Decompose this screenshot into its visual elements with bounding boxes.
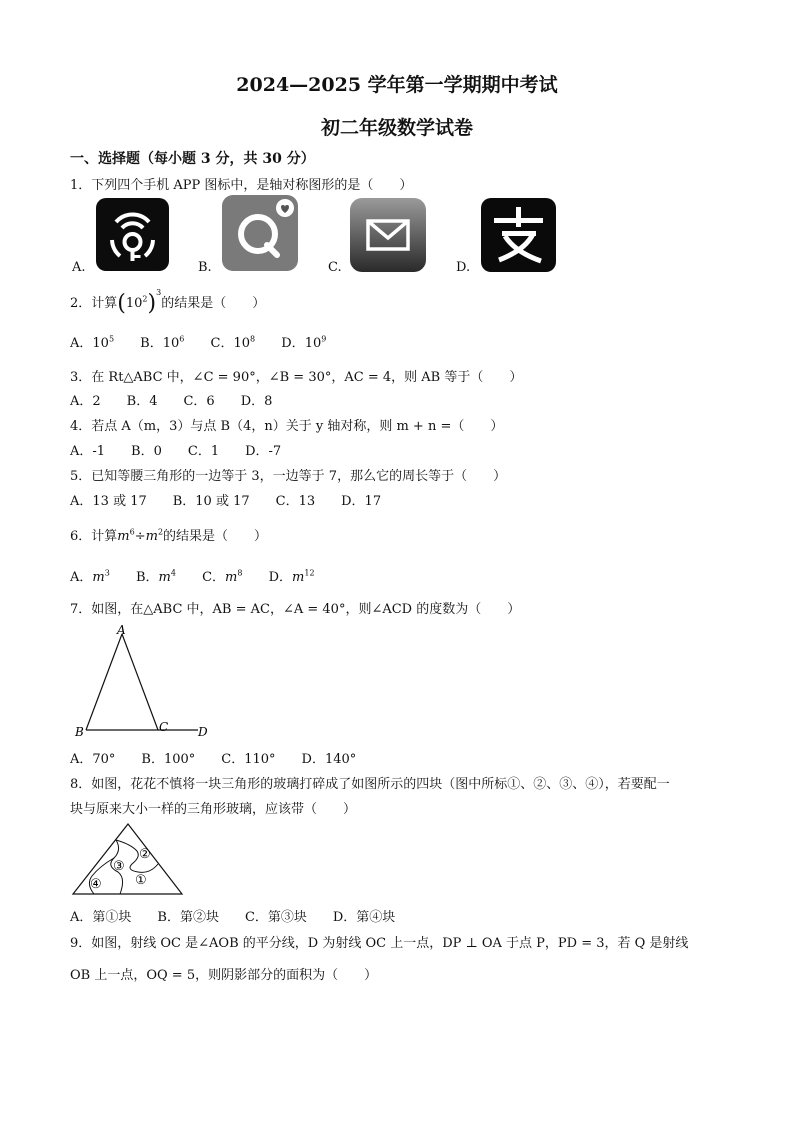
section-heading: 一、选择题（每小题 3 分，共 30 分） xyxy=(70,151,315,167)
wifi-key-icon xyxy=(96,198,169,275)
alipay-icon xyxy=(481,198,556,276)
q7-label-c: C xyxy=(159,720,169,734)
q2-option-c: C．$10^8$ xyxy=(210,334,256,351)
q1-label-a: A. xyxy=(72,260,86,275)
q3-stem: 3．在 Rt△ABC 中，∠C = 90°，∠B = 30°，AC = 4，则 AB 等于（ ） xyxy=(70,370,523,385)
q4-options: A．-1 B．0 C．1 D．-7 xyxy=(70,444,282,459)
q9-stem-line1: 9．如图，射线 OC 是∠AOB 的平分线，D 为射线 OC 上一点，DP ⊥ OA 于点 P，PD = 3，若 Q 是射线 xyxy=(70,936,689,951)
q7-triangle-figure xyxy=(70,620,220,740)
q8-piece-2: ② xyxy=(139,847,151,862)
q8-piece-1: ① xyxy=(135,873,147,888)
q5-stem: 5．已知等腰三角形的一边等于 3，一边等于 7，那么它的周长等于（ ） xyxy=(70,469,507,484)
q2-options xyxy=(70,332,326,351)
exam-title: 2024—2025 学年第一学期期中考试 xyxy=(236,74,558,96)
q2-stem: 2．计算$(10^2)^3$的结果是（ ） xyxy=(70,288,266,316)
q8-stem-line1: 8．如图，花花不慎将一块三角形的玻璃打碎成了如图所示的四块（图中所标①、②、③、④），若要配一 xyxy=(70,777,670,792)
q6-option-d: D．$m^{12}$ xyxy=(268,568,315,585)
q6-stem: 6．计算$m^6\div m^2$的结果是（ ） xyxy=(70,527,268,544)
q7-label-b: B xyxy=(75,725,84,739)
q6-option-c: C．$m^8$ xyxy=(202,568,243,585)
q7-label-d: D xyxy=(198,725,208,739)
q6-option-a: A．$m^3$ xyxy=(70,568,110,585)
q8-piece-4: ④ xyxy=(90,877,102,892)
q3-options: A．2 B．4 C．6 D．8 xyxy=(70,394,273,409)
q8-piece-3: ③ xyxy=(113,859,125,874)
q7-label-a: A xyxy=(117,623,126,637)
q9-stem-line2: OB 上一点，OQ = 5，则阴影部分的面积为（ ） xyxy=(70,968,378,983)
exam-subtitle: 初二年级数学试卷 xyxy=(320,117,473,139)
q1-label-b: B. xyxy=(198,260,212,275)
q7-stem: 7．如图，在△ABC 中，AB = AC，∠A = 40°，则∠ACD 的度数为（ ） xyxy=(70,602,521,617)
q2-option-b: B．$10^6$ xyxy=(140,334,185,351)
q4-stem: 4．若点 A（m，3）与点 B（4，n）关于 y 轴对称，则 m + n =（ ） xyxy=(70,419,504,434)
q6-option-b: B．$m^4$ xyxy=(135,568,176,585)
q8-options: A．第①块 B．第②块 C．第③块 D．第④块 xyxy=(70,910,396,925)
q8-stem-line2: 块与原来大小一样的三角形玻璃，应该带（ ） xyxy=(70,802,357,817)
q1-label-d: D. xyxy=(456,260,471,275)
q-chat-icon xyxy=(222,195,298,275)
mail-icon xyxy=(350,198,426,276)
q7-options: A．70° B．100° C．110° D．140° xyxy=(70,752,357,767)
q8-broken-glass-figure xyxy=(70,820,186,898)
q2-option-a: A．$10^5$ xyxy=(70,334,115,351)
q2-option-d: D．$10^9$ xyxy=(281,334,327,351)
q6-options xyxy=(70,566,315,585)
q5-options: A．13 或 17 B．10 或 17 C．13 D．17 xyxy=(70,494,382,509)
q1-label-c: C. xyxy=(328,260,342,275)
q1-stem: 1．下列四个手机 APP 图标中，是轴对称图形的是（ ） xyxy=(70,178,413,193)
